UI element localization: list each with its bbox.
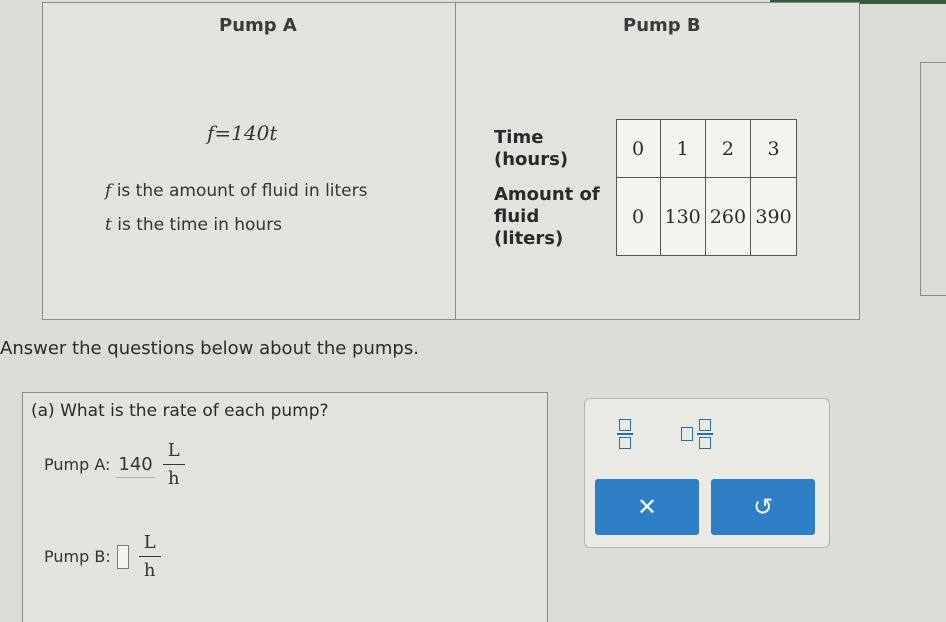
mixed-number-icon — [697, 419, 713, 449]
adjacent-panel-edge — [920, 62, 946, 296]
row-label-amount — [488, 178, 616, 256]
time-cell: 1 — [660, 120, 705, 178]
clear-icon: ✕ — [636, 493, 658, 521]
row-label-time — [488, 120, 616, 178]
row-label-amount-text: Amount of fluid (liters) — [494, 183, 600, 249]
table-row-amount — [488, 178, 797, 256]
pump-b-answer-label: Pump B: — [44, 547, 111, 566]
time-cell: 3 — [751, 120, 797, 178]
pump-b-title: Pump B — [623, 15, 701, 36]
pump-b-rate-input[interactable] — [117, 545, 129, 569]
amount-cell: 0 — [616, 178, 660, 256]
unit-numerator: L — [167, 440, 180, 461]
fraction-bar — [163, 464, 185, 465]
pump-b-table — [488, 119, 797, 256]
fraction-icon — [617, 419, 633, 449]
clear-button[interactable] — [595, 479, 699, 535]
unit-denominator: h — [143, 560, 156, 581]
time-cell: 0 — [616, 120, 660, 178]
pump-a-answer-label: Pump A: — [44, 455, 111, 474]
amount-cell: 130 — [660, 178, 705, 256]
mixed-number-whole-box — [681, 427, 693, 441]
time-cell: 2 — [705, 120, 750, 178]
pump-a-title: Pump A — [219, 15, 297, 36]
definition-f-text: is the amount of fluid in liters — [111, 181, 368, 201]
fraction-bar — [139, 556, 161, 557]
pump-a-answer-row — [44, 440, 185, 489]
undo-button[interactable] — [711, 479, 815, 535]
pump-comparison-table — [42, 2, 860, 320]
unit-liters-per-hour — [163, 440, 185, 489]
variable-f: f — [105, 181, 112, 201]
instruction-text: Answer the questions below about the pumps. — [0, 338, 419, 359]
mixed-number-button[interactable] — [681, 419, 713, 449]
pump-b-answer-row — [44, 532, 161, 581]
amount-cell: 390 — [751, 178, 797, 256]
pump-a-definition-f — [105, 181, 368, 201]
unit-denominator: h — [167, 468, 180, 489]
definition-t-text: is the time in hours — [111, 215, 283, 235]
question-text: (a) What is the rate of each pump? — [31, 401, 329, 421]
pump-a-definition-t — [105, 215, 282, 235]
unit-liters-per-hour — [139, 532, 161, 581]
question-box — [22, 392, 548, 622]
amount-cell: 260 — [705, 178, 750, 256]
row-label-time-text: Time (hours) — [494, 126, 569, 170]
table-row-time — [488, 120, 797, 178]
column-divider — [455, 3, 456, 319]
unit-numerator: L — [143, 532, 156, 553]
variable-t: t — [105, 215, 112, 235]
fraction-button[interactable] — [617, 419, 633, 449]
pump-a-rate-input[interactable]: 140 — [116, 452, 154, 478]
undo-icon: ↺ — [752, 493, 774, 521]
pump-a-formula: f=140t — [207, 121, 278, 145]
math-tool-panel — [584, 398, 830, 548]
